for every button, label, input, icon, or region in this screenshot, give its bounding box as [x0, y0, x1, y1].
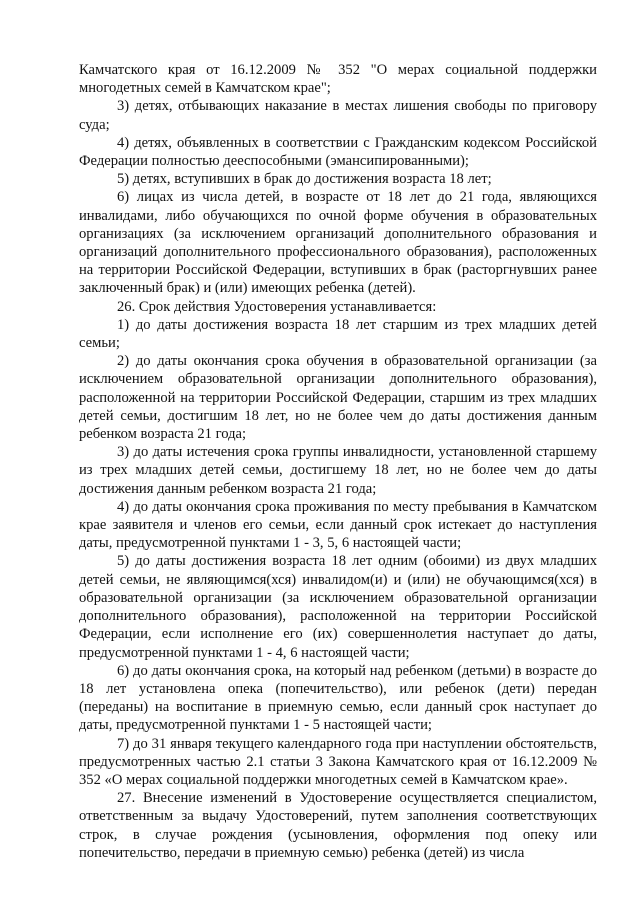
section-26-item-4: 4) до даты окончания срока проживания по месту пребывания в Камчатском крае заявителя и членов его семьи, если данный срок истекает до наступления даты, предусмотренной пунктами 1 - 3, 5, 6 настоящей части;: [79, 498, 597, 552]
section-26-heading: 26. Срок действия Удостоверения устанавливается:: [117, 298, 437, 315]
document-page: [79, 61, 597, 862]
section-27-paragraph: 27. Внесение изменений в Удостоверение осуществляется специалистом, ответственным за выдачу Удостоверений, путем заполнения соответствующих строк, в случае рождения (усыновления, оформления под опеку или попечительство, передачи в приемную семью) ребенка (детей) из числа: [79, 790, 597, 861]
section-26-item-5: 5) до даты достижения возраста 18 лет одним (обоими) из двух младших детей семьи, не являющимся(хся) инвалидом(и) и (или) не обучающимся(хся) в образовательной организации (за исключением образовательной организации дополнительного образования), расположенной на территории Российской Федерации, если исполнение его (их) совершеннолетия наступает до даты, предусмотренной пунктами 1 - 4, 6 настоящей части;: [79, 553, 597, 661]
paragraph-item-4: 4) детях, объявленных в соответствии с Гражданским кодексом Российской Федерации полностью дееспособными (эмансипированными);: [79, 134, 597, 170]
paragraph-continuation: Камчатского края от 16.12.2009 № 352 "О мерах социальной поддержки многодетных семей в Камчатском крае";: [79, 62, 597, 97]
section-26-item-1: 1) до даты достижения возраста 18 лет старшим из трех младших детей семьи;: [79, 316, 597, 352]
section-26-item-7: 7) до 31 января текущего календарного года при наступлении обстоятельств, предусмотренных частью 2.1 статьи 3 Закона Камчатского края от 16.12.2009 № 352 «О мерах социальной поддержки многодетных семей в Камчатском крае».: [79, 735, 597, 788]
section-26-item-2: 2) до даты окончания срока обучения в образовательной организации (за исключением образовательной организации дополнительного образования), расположенной на территории Российской Федерации, старшим из трех младших детей семьи, достигшим 18 лет, но не более чем до даты достижения данным ребенком возраста 21 года;: [79, 353, 597, 443]
paragraph-item-5: 5) детях, вступивших в брак до достижения возраста 18 лет;: [117, 171, 492, 188]
paragraph-item-6: 6) лицах из числа детей, в возрасте от 18 лет до 21 года, являющихся инвалидами, либо обучающихся по очной форме обучения в образовательных организациях (за исключением организаций дополнительного образования и организаций дополнительного профессионального образования), расположенных на территории Российской Федерации, вступивших в брак (расторгнувших ранее заключенный брак) и (или) имеющих ребенка (детей).: [79, 189, 597, 297]
paragraph-item-3: 3) детях, отбывающих наказание в местах лишения свободы по приговору суда;: [79, 98, 597, 133]
section-26-item-3: 3) до даты истечения срока группы инвалидности, установленной старшему из трех младших детей семьи, достигшему 18 лет, но не более чем до даты достижения данным ребенком возраста 21 года;: [79, 444, 597, 497]
section-26-item-6: 6) до даты окончания срока, на который над ребенком (детьми) в возрасте до 18 лет установлена опека (попечительство), или ребенок (дети) передан (переданы) на воспитание в приемную семью, если данный срок наступает до даты, предусмотренной пунктами 1 - 5 настоящей части;: [79, 662, 597, 734]
